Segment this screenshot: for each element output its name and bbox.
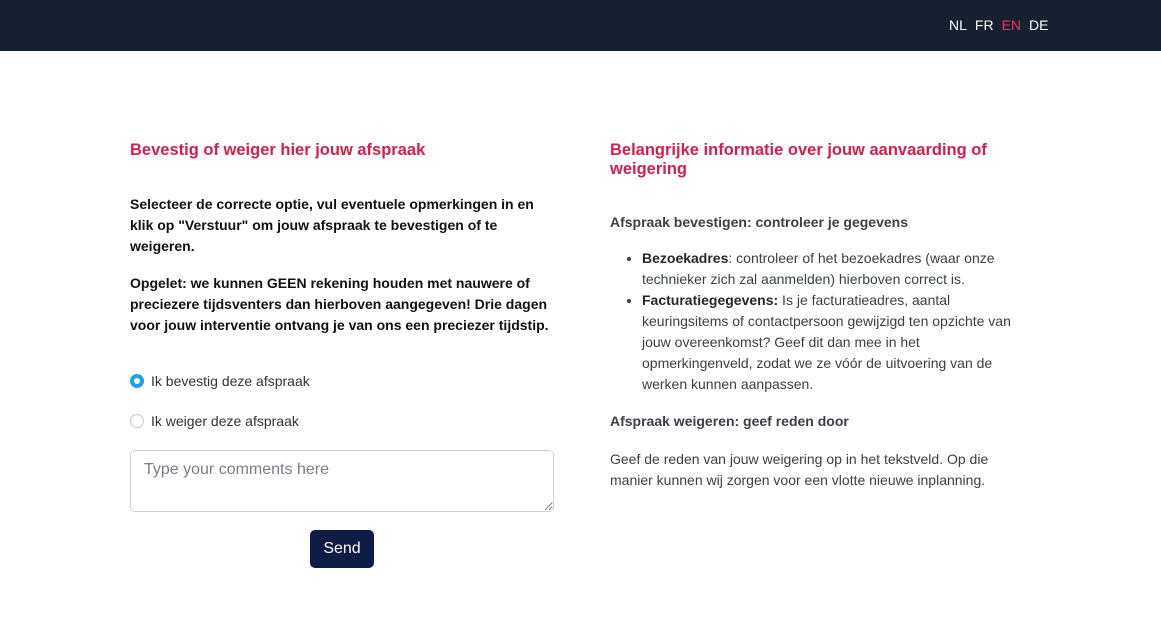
- lang-nl-link[interactable]: NL: [949, 17, 967, 33]
- info-panel: [610, 141, 1030, 491]
- list-item: [642, 290, 1030, 395]
- language-switcher: [949, 16, 1048, 34]
- confirm-checklist: [610, 248, 1030, 395]
- lang-de-link[interactable]: DE: [1029, 17, 1049, 33]
- appointment-form: [130, 141, 554, 568]
- list-item-text: : controleer of het bezoekadres (waar onze technieker zich zal aanmelden) hierboven correct is.: [642, 250, 995, 287]
- top-navbar: [0, 0, 1161, 51]
- form-intro: Selecteer de correcte optie, vul eventuele opmerkingen in en klik op "Verstuur" om jouw afspraak te bevestigen of te weigeren.: [130, 196, 534, 254]
- info-title: Belangrijke informatie over jouw aanvaarding of weigering: [610, 141, 987, 178]
- confirm-heading: Afspraak bevestigen: controleer je gegevens: [610, 214, 908, 230]
- refuse-heading: Afspraak weigeren: geef reden door: [610, 413, 849, 429]
- list-item-term: Facturatiegegevens:: [642, 292, 779, 308]
- refuse-option-label: Ik weiger deze afspraak: [151, 413, 299, 429]
- list-item: [642, 248, 1030, 290]
- comments-textarea[interactable]: [130, 450, 554, 512]
- refuse-text: Geef de reden van jouw weigering op in het tekstveld. Op die manier kunnen wij zorgen voor een vlotte nieuwe inplanning.: [610, 451, 989, 488]
- send-button[interactable]: Send: [310, 530, 374, 568]
- form-title: Bevestig of weiger hier jouw afspraak: [130, 141, 426, 159]
- refuse-radio[interactable]: [130, 414, 144, 428]
- refuse-option[interactable]: [130, 411, 554, 431]
- confirm-option-label: Ik bevestig deze afspraak: [151, 373, 310, 389]
- send-button-wrap: [130, 530, 554, 568]
- lang-en-link[interactable]: EN: [1001, 17, 1022, 33]
- list-item-text: Is je facturatieadres, aantal keuringsitems of contactpersoon gewijzigd ten opzichte van jouw overeenkomst? Geef dit dan mee in het opmerkingenveld, zodat we ze vóór de uitvoering van de werken kunnen aanpassen.: [642, 292, 1011, 392]
- form-warning: Opgelet: we kunnen GEEN rekening houden met nauwere of preciezere tijdsventers dan hierboven aangegeven! Drie dagen voor jouw interventie ontvang je van ons een preciezer tijdstip.: [130, 275, 549, 333]
- confirm-option[interactable]: [130, 371, 554, 391]
- lang-fr-link[interactable]: FR: [974, 17, 994, 33]
- confirm-radio[interactable]: [130, 374, 144, 388]
- list-item-term: Bezoekadres: [642, 250, 729, 266]
